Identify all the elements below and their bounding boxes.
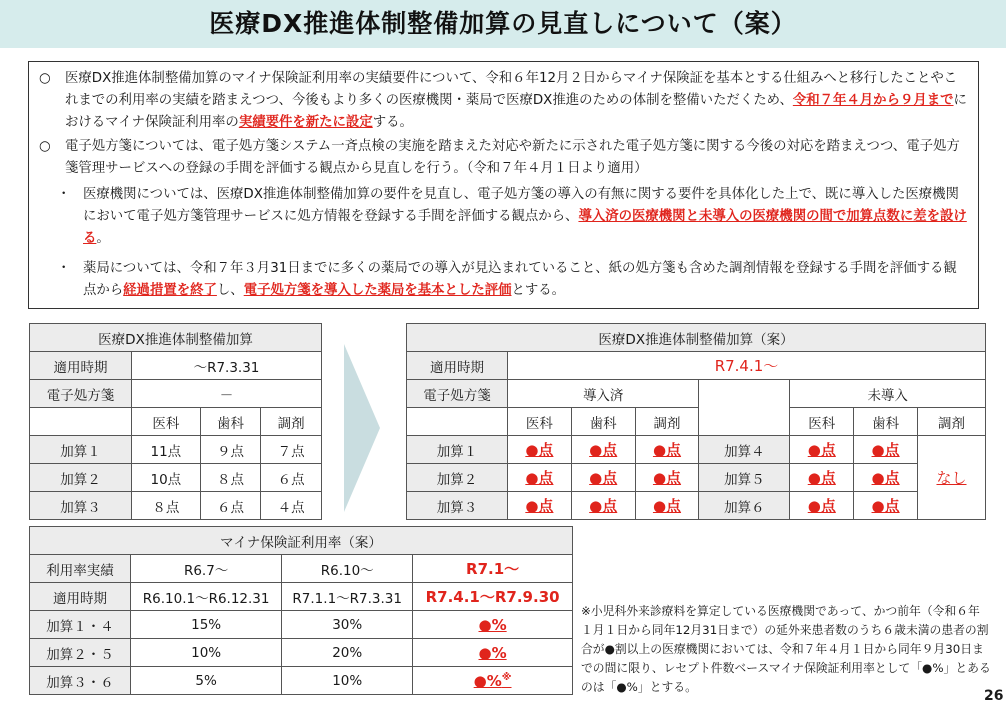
erx-value: － bbox=[132, 380, 322, 408]
col-header: 医科 bbox=[790, 408, 854, 436]
cell: ●点 bbox=[635, 492, 699, 520]
col-header: 歯科 bbox=[571, 408, 635, 436]
cell: ●% bbox=[413, 639, 573, 667]
row-label: 利用率実績 bbox=[30, 555, 131, 583]
row-label: 加算１ bbox=[30, 436, 132, 464]
cell: ●点 bbox=[854, 436, 918, 464]
cell: ●点 bbox=[571, 464, 635, 492]
row-label: 適用時期 bbox=[30, 583, 131, 611]
col-header: 調剤 bbox=[261, 408, 322, 436]
cell: ●点 bbox=[635, 436, 699, 464]
cell: ６点 bbox=[261, 464, 322, 492]
period-cell: R6.10.1～R6.12.31 bbox=[131, 583, 282, 611]
text: する。 bbox=[372, 115, 413, 130]
cell: 10% bbox=[282, 667, 413, 695]
text: し、 bbox=[216, 283, 244, 298]
text: 医療DX推進体制整備加算のマイナ保険証利用率の実績要件について、令和６年12月２日からマイナ保険証を基本とする仕組みへと移行したことやこれまでの利用率の実績を踏まえつつ、今後もより多くの医療機関・薬局で医療DX推進のための体制を整備いただくため、 bbox=[65, 71, 958, 108]
col-header: R7.1～ bbox=[413, 555, 573, 583]
cell: ８点 bbox=[132, 492, 201, 520]
cell: ●点 bbox=[790, 464, 854, 492]
cell: ●点 bbox=[508, 492, 572, 520]
row-label: 加算３ bbox=[407, 492, 508, 520]
cell: 10点 bbox=[132, 464, 201, 492]
cell: ●点 bbox=[508, 464, 572, 492]
sub-paragraph-1 bbox=[39, 184, 968, 250]
table-title: マイナ保険証利用率（案） bbox=[30, 527, 573, 555]
row-label: 加算２・５ bbox=[30, 639, 131, 667]
none-cell: なし bbox=[917, 436, 985, 520]
cell: 11点 bbox=[132, 436, 201, 464]
page-title: 医療DX推進体制整備加算の見直しについて（案） bbox=[209, 9, 797, 38]
cell: ７点 bbox=[261, 436, 322, 464]
cell: ●点 bbox=[790, 436, 854, 464]
cell: ●% bbox=[413, 611, 573, 639]
value: ●% bbox=[473, 671, 502, 690]
summary-box bbox=[28, 61, 979, 309]
text: 電子処方箋については、電子処方箋システム一斉点検の実施を踏まえた対応や新たに示された電子処方箋に関する今後の対応を踏まえつつ、電子処方箋管理サービスへの登録の手間を評価する観点から見直しを行う。（令和７年４月１日より適用） bbox=[65, 139, 960, 176]
row-label: 加算３・６ bbox=[30, 667, 131, 695]
period-value: ～R7.3.31 bbox=[132, 352, 322, 380]
cell: 15% bbox=[131, 611, 282, 639]
cell: ●点 bbox=[571, 492, 635, 520]
row-label: 電子処方箋 bbox=[30, 380, 132, 408]
emphasis: 令和７年４月から９月まで bbox=[792, 93, 954, 108]
cell: 20% bbox=[282, 639, 413, 667]
row-label: 加算６ bbox=[699, 492, 790, 520]
period-cell: R7.4.1～R7.9.30 bbox=[413, 583, 573, 611]
cell: 30% bbox=[282, 611, 413, 639]
empty-cell bbox=[407, 408, 508, 436]
page-number: 26 bbox=[984, 688, 1004, 704]
cell: 10% bbox=[131, 639, 282, 667]
text: 医療機関については、医療DX推進体制整備加算の要件を見直し、電子処方箋の導入の有無に関する要件を具体化した上で、既に導入した医療機関において電子処方箋管理サービスに処方情報を登録する手間を評価する観点から、 bbox=[83, 187, 959, 224]
cell: ●点 bbox=[508, 436, 572, 464]
cell: ●点 bbox=[790, 492, 854, 520]
paragraph-1 bbox=[39, 68, 968, 134]
emphasis: 実績要件を新たに設定 bbox=[238, 115, 373, 130]
cell: ●点 bbox=[635, 464, 699, 492]
current-table bbox=[29, 323, 322, 520]
cell: ●点 bbox=[854, 492, 918, 520]
row-label: 電子処方箋 bbox=[407, 380, 508, 408]
proposed-table bbox=[406, 323, 986, 520]
dot-bullet: ・ bbox=[57, 187, 71, 202]
not-installed-header: 未導入 bbox=[790, 380, 986, 408]
empty-cell bbox=[699, 408, 790, 436]
col-header: R6.7～ bbox=[131, 555, 282, 583]
col-header: 調剤 bbox=[635, 408, 699, 436]
row-label: 加算２ bbox=[30, 464, 132, 492]
row-label: 加算１ bbox=[407, 436, 508, 464]
right-arrow-icon bbox=[344, 344, 380, 512]
row-label: 適用時期 bbox=[30, 352, 132, 380]
cell: ６点 bbox=[200, 492, 261, 520]
row-label: 適用時期 bbox=[407, 352, 508, 380]
cell: ９点 bbox=[200, 436, 261, 464]
emphasis: 導入済の医療機関と未導入の医療機関の間で加算点数に差を設ける bbox=[83, 209, 967, 246]
col-header: 歯科 bbox=[200, 408, 261, 436]
cell: ８点 bbox=[200, 464, 261, 492]
cell: ●点 bbox=[571, 436, 635, 464]
period-value: R7.4.1～ bbox=[508, 352, 986, 380]
table-title: 医療DX推進体制整備加算 bbox=[30, 324, 322, 352]
text: 薬局については、令和７年３月31日までに多くの薬局での導入が見込まれていること、紙の処方箋も含めた調剤情報を登録する手間を評価する観点から bbox=[83, 261, 957, 298]
cell: 5% bbox=[131, 667, 282, 695]
footnote-mark: ※ bbox=[501, 671, 512, 683]
col-header: R6.10～ bbox=[282, 555, 413, 583]
col-header: 医科 bbox=[508, 408, 572, 436]
dot-bullet: ・ bbox=[57, 261, 71, 276]
paragraph-2 bbox=[39, 136, 968, 180]
cell: ４点 bbox=[261, 492, 322, 520]
row-label: 加算３ bbox=[30, 492, 132, 520]
cell: ●点 bbox=[854, 464, 918, 492]
circle-bullet: ○ bbox=[39, 139, 51, 154]
col-header: 医科 bbox=[132, 408, 201, 436]
usage-rate-table bbox=[29, 526, 573, 695]
text: 。 bbox=[96, 231, 110, 246]
installed-header: 導入済 bbox=[508, 380, 699, 408]
text: におけるマイナ保険証利用率の bbox=[65, 93, 967, 130]
empty-cell bbox=[30, 408, 132, 436]
emphasis: 電子処方箋を導入した薬局を基本とした評価 bbox=[243, 283, 512, 298]
row-label: 加算１・４ bbox=[30, 611, 131, 639]
table-title: 医療DX推進体制整備加算（案） bbox=[407, 324, 986, 352]
empty-cell bbox=[699, 380, 790, 408]
row-label: 加算５ bbox=[699, 464, 790, 492]
circle-bullet: ○ bbox=[39, 71, 51, 86]
emphasis: 経過措置を終了 bbox=[123, 283, 217, 298]
footnote: ※小児科外来診療料を算定している医療機関であって、かつ前年（令和６年１月１日から同年12月31日まで）の延外来患者数のうち６歳未満の患者の割合が●割以上の医療機関においては、令和７年４月１日から同年９月30日までの間に限り、レセプト件数ベースマイナ保険証利用率として「●%」とあるのは「●%」とする。 bbox=[581, 604, 991, 694]
sub-paragraph-2 bbox=[39, 258, 968, 302]
col-header: 調剤 bbox=[917, 408, 985, 436]
row-label: 加算２ bbox=[407, 464, 508, 492]
col-header: 歯科 bbox=[854, 408, 918, 436]
text: とする。 bbox=[511, 283, 566, 298]
cell bbox=[413, 667, 573, 695]
row-label: 加算４ bbox=[699, 436, 790, 464]
period-cell: R7.1.1～R7.3.31 bbox=[282, 583, 413, 611]
